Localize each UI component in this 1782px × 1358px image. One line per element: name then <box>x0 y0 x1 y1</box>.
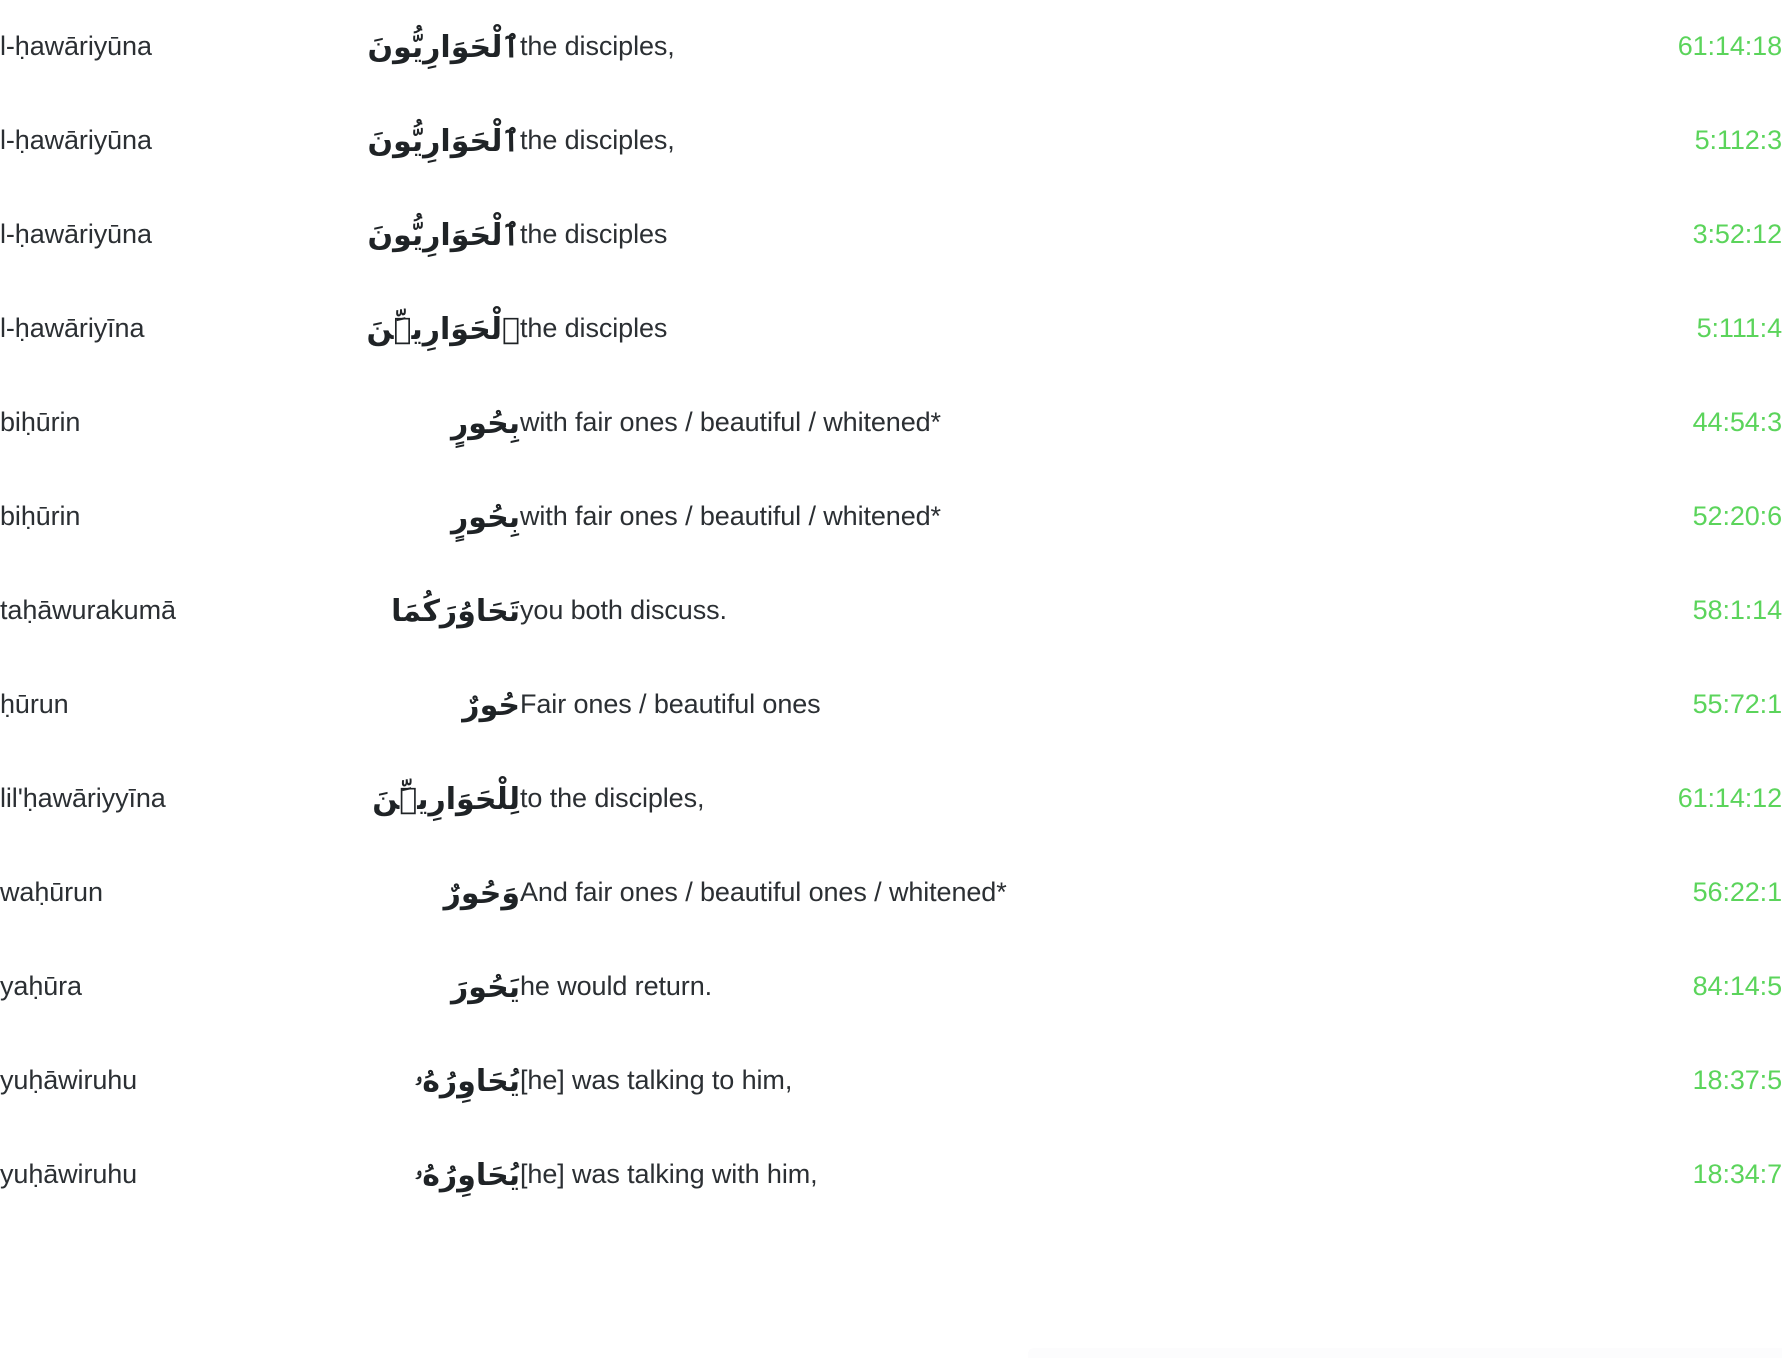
arabic-word-cell: وَحُورٌ <box>443 875 520 911</box>
table-row[interactable] <box>0 1128 1782 1222</box>
table-row[interactable] <box>0 376 1782 470</box>
transliteration-cell: ḥūrun <box>0 689 69 720</box>
arabic-word-cell: يَحُورَ <box>451 969 520 1005</box>
arabic-word-cell: يُحَاوِرُهُۥ <box>414 1157 520 1193</box>
translation-cell: with fair ones / beautiful / whitened* <box>520 407 941 438</box>
table-row[interactable] <box>0 564 1782 658</box>
verse-reference-link[interactable]: 61:14:12 <box>1677 783 1782 814</box>
reference-cell <box>1540 1034 1782 1128</box>
transliteration-cell: l-ḥawāriyūna <box>0 219 152 250</box>
reference-cell <box>1540 564 1782 658</box>
transliteration-cell: yuḥāwiruhu <box>0 1065 138 1096</box>
verse-reference-link[interactable]: 3:52:12 <box>1692 219 1782 250</box>
table-row[interactable] <box>0 188 1782 282</box>
translation-cell: with fair ones / beautiful / whitened* <box>520 501 941 532</box>
translation-cell: he would return. <box>520 971 713 1002</box>
reference-cell <box>1540 752 1782 846</box>
transliteration-cell: l-ḥawāriyīna <box>0 313 145 344</box>
arabic-word-cell: حُورٌ <box>462 687 520 723</box>
verse-reference-link[interactable]: 18:34:7 <box>1692 1159 1782 1190</box>
transliteration-cell: yuḥāwiruhu <box>0 1159 138 1190</box>
arabic-word-cell: ٱلْحَوَارِيُّونَ <box>367 29 520 65</box>
verse-reference-link[interactable]: 44:54:3 <box>1692 407 1782 438</box>
verse-reference-link[interactable]: 61:14:18 <box>1677 31 1782 62</box>
reference-cell <box>1540 846 1782 940</box>
transliteration-cell: taḥāwurakumā <box>0 595 176 626</box>
transliteration-cell: lil'ḥawāriyyīna <box>0 783 166 814</box>
translation-cell: Fair ones / beautiful ones <box>520 689 821 720</box>
arabic-word-cell: بِحُورٍ <box>451 405 520 441</box>
transliteration-cell: waḥūrun <box>0 877 103 908</box>
arabic-word-cell: ٱلْحَوَارِيُّونَ <box>367 217 520 253</box>
transliteration-cell: yaḥūra <box>0 971 82 1002</box>
verse-reference-link[interactable]: 18:37:5 <box>1692 1065 1782 1096</box>
reference-cell <box>1540 0 1782 94</box>
translation-cell: [he] was talking to him, <box>520 1065 793 1096</box>
table-row[interactable] <box>0 940 1782 1034</box>
table-row[interactable] <box>0 846 1782 940</box>
reference-cell <box>1540 188 1782 282</box>
reference-cell <box>1540 94 1782 188</box>
arabic-word-cell: ٱلْحَوَارِيِّۧنَ <box>366 311 520 347</box>
reference-cell <box>1540 658 1782 752</box>
table-row[interactable] <box>0 94 1782 188</box>
translation-cell: to the disciples, <box>520 783 705 814</box>
arabic-word-cell: يُحَاوِرُهُۥ <box>414 1063 520 1099</box>
transliteration-cell: l-ḥawāriyūna <box>0 125 152 156</box>
transliteration-cell: biḥūrin <box>0 501 81 532</box>
translation-cell: the disciples, <box>520 125 675 156</box>
verse-reference-link[interactable]: 56:22:1 <box>1692 877 1782 908</box>
reference-cell <box>1540 1128 1782 1222</box>
verse-reference-link[interactable]: 5:112:3 <box>1694 125 1782 156</box>
table-row[interactable] <box>0 1034 1782 1128</box>
reference-cell <box>1540 376 1782 470</box>
next-row-peek <box>1028 1348 1782 1358</box>
verse-reference-link[interactable]: 52:20:6 <box>1692 501 1782 532</box>
translation-cell: [he] was talking with him, <box>520 1159 818 1190</box>
table-row[interactable] <box>0 752 1782 846</box>
translation-cell: And fair ones / beautiful ones / whitened* <box>520 877 1007 908</box>
reference-cell <box>1540 940 1782 1034</box>
translation-cell: the disciples, <box>520 31 675 62</box>
translation-cell: you both discuss. <box>520 595 727 626</box>
table-row[interactable] <box>0 0 1782 94</box>
table-row[interactable] <box>0 470 1782 564</box>
verse-reference-link[interactable]: 5:111:4 <box>1696 313 1782 344</box>
arabic-word-cell: ٱلْحَوَارِيُّونَ <box>367 123 520 159</box>
reference-cell <box>1540 470 1782 564</box>
translation-cell: the disciples <box>520 219 668 250</box>
verse-reference-link[interactable]: 55:72:1 <box>1692 689 1782 720</box>
verse-reference-link[interactable]: 84:14:5 <box>1692 971 1782 1002</box>
arabic-word-cell: بِحُورٍ <box>451 499 520 535</box>
arabic-word-cell: تَحَاوُرَكُمَا <box>391 593 520 629</box>
table-row[interactable] <box>0 282 1782 376</box>
translation-cell: the disciples <box>520 313 668 344</box>
arabic-word-cell: لِلْحَوَارِيِّۧنَ <box>372 781 520 817</box>
verse-reference-link[interactable]: 58:1:14 <box>1692 595 1782 626</box>
transliteration-cell: biḥūrin <box>0 407 81 438</box>
table-row[interactable] <box>0 658 1782 752</box>
reference-cell <box>1540 282 1782 376</box>
transliteration-cell: l-ḥawāriyūna <box>0 31 152 62</box>
